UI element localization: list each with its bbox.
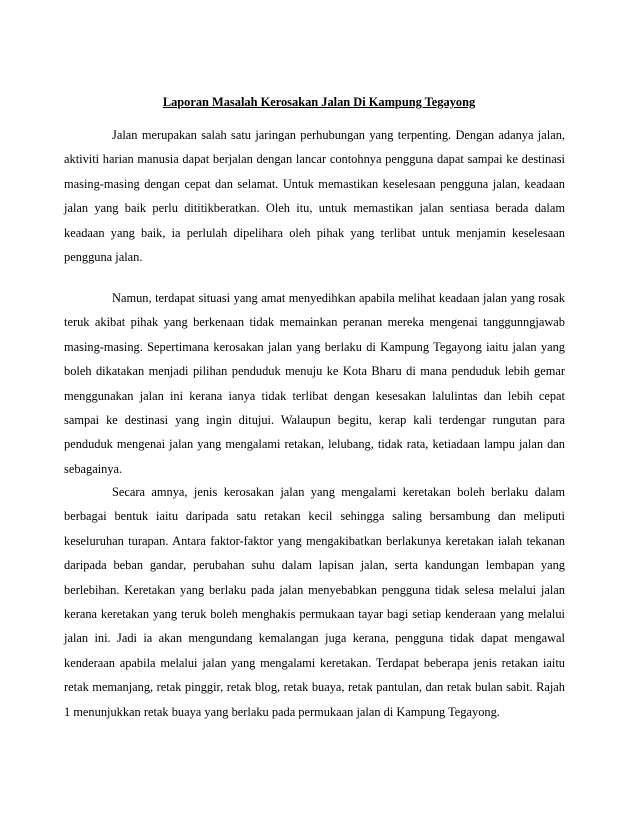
paragraph-crack-types: Secara amnya, jenis kerosakan jalan yang mengalami keretakan boleh berlaku dalam berbagai bentuk iaitu daripada satu retakan kecil sehingga saling bersambung dan meliputi keseluruhan turapan. Antara faktor-faktor yang mengakibatkan berlakunya keretakan ialah tekanan daripada beban gandar, perubahan suhu dalam lapisan jalan, serta kandungan lembapan yang berlebihan. Keretakan yang berlaku pada jalan menyebabkan pengguna tidak selesa melalui jalan kerana keretakan yang teruk boleh menghakis permukaan tayar bagi setiap kenderaan yang melalui jalan ini. Jadi ia akan mengundang kemalangan juga kerana, pengguna tidak dapat mengawal kenderaan apabila melalui jalan yang mengalami keretakan. Terdapat beberapa jenis retakan iaitu retak memanjang, retak pinggir, retak blog, retak buaya, retak pantulan, dan retak bulan sabit. Rajah 1 menunjukkan retak buaya yang berlaku pada permukaan jalan di Kampung Tegayong. xyxy=(64,485,565,719)
paragraph-situation: Namun, terdapat situasi yang amat menyedihkan apabila melihat keadaan jalan yang rosak teruk akibat pihak yang berkenaan tidak memainkan peranan mereka mengenai tanggunngjawab masing-masing. Sepertimana kerosakan jalan yang berlaku di Kampung Tegayong iaitu jalan yang boleh dikatakan menjadi pilihan penduduk menuju ke Kota Bharu di mana penduduk lebih gemar menggunakan jalan ini kerana ianya tidak terlibat dengan kesesakan lalulintas dan lebih cepat sampai ke destinasi yang ingin ditujui. Walaupun begitu, kerap kali terdengar rungutan para penduduk mengenai jalan yang mengalami retakan, lelubang, tidak rata, ketiadaan lampu jalan dan sebagainya. xyxy=(64,291,565,476)
document-title: Laporan Masalah Kerosakan Jalan Di Kampung Tegayong xyxy=(162,95,476,109)
paragraph-intro: Jalan merupakan salah satu jaringan perhubungan yang terpenting. Dengan adanya jalan, aktiviti harian manusia dapat berjalan dengan lancar contohnya pengguna dapat sampai ke destinasi masing-masing dengan cepat dan selamat. Untuk memastikan keselesaan pengguna jalan, keadaan jalan yang baik perlu dititikberatkan. Oleh itu, untuk memastikan jalan sentiasa berada dalam keadaan yang baik, ia perlulah dipelihara oleh pihak yang terlibat untuk menjamin keselesaan pengguna jalan. xyxy=(64,128,565,265)
